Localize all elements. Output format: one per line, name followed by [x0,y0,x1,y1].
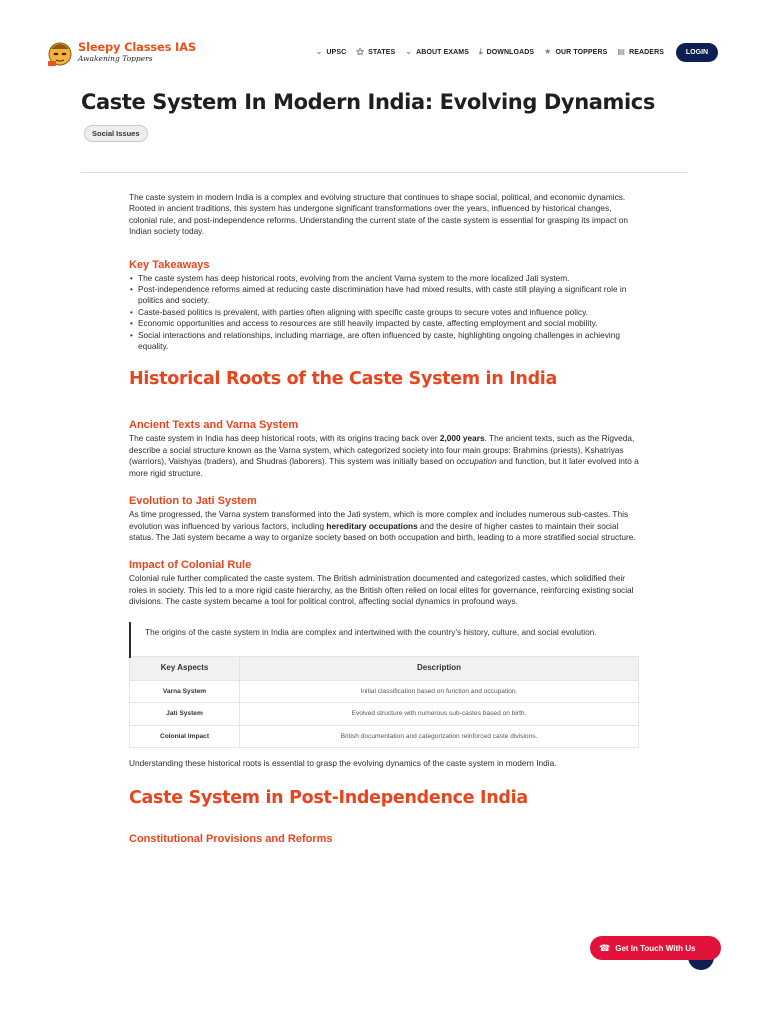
bold-text: 2,000 years [439,433,485,444]
paragraph: Understanding these historical roots is essential to grasp the evolving dynamics of the caste system in modern India. [129,758,557,769]
table-cell: Varna System [130,680,240,703]
tree-icon: ⚝ [356,47,365,56]
nav-label: STATES [368,48,396,56]
chevron-down-icon: ⌄ [315,47,323,56]
subsection-heading: Ancient Texts and Varna System [129,419,299,432]
main-nav [306,42,718,62]
quote-text: The origins of the caste system in India are complex and intertwined with the country’s history, culture, and social evolution. [145,626,597,637]
italic-text: occupation [456,456,497,467]
nav-label: ABOUT EXAMS [416,48,469,56]
divider [81,172,687,173]
logo-tagline: Awakening Toppers [78,54,153,63]
table-row [130,725,639,748]
quote-bar [129,622,131,658]
blockquote [129,622,641,642]
nav-item-upsc[interactable] [316,48,347,56]
nav-label: DOWNLOADS [486,48,535,56]
book-icon: ▤ [617,47,626,56]
nav-item-states[interactable] [356,48,395,56]
key-takeaways-heading: Key Takeaways [129,258,210,271]
table-row [130,703,639,726]
contact-label: Get In Touch With Us [615,943,696,953]
logo-name: Sleepy Classes IAS [78,39,196,54]
nav-item-downloads[interactable] [479,48,534,56]
nav-label: OUR TOPPERS [555,48,608,56]
bold-text: hereditary occupations [326,520,418,531]
star-icon: ★ [544,47,552,56]
table-header: Key Aspects [130,656,240,680]
nav-item-about-exams[interactable] [405,48,469,56]
paragraph: The caste system in India has deep historical roots, with its origins tracing back over 2,000 years. The ancient texts, such as the Rigveda, describe a social structure known as the Varna system, which categorized society into four main groups: Brahmins (priests), Kshatriyas (warriors), Vaishyas (traders), and Shudras (laborers). This system was initially based on occupation and function, but it later evolved into a more rigid structure. [129,433,639,478]
download-icon: ⤓ [478,47,483,56]
table-cell: Initial classification based on function and occupation. [240,680,639,703]
table-cell: British documentation and categorization reinforced caste divisions. [240,725,639,748]
list-item: • Post-independence reforms aimed at reducing caste discrimination have had mixed results, with caste still playing a significant role in politics and society. [129,284,641,307]
section-heading: Caste System in Post-Independence India [129,788,528,809]
list-item: • Economic opportunities and access to resources are still heavily impacted by caste, affecting employment and social mobility. [129,318,641,329]
list-item: • Social interactions and relationships, including marriage, are often influenced by caste, highlighting ongoing challenges in achieving equality. [129,330,641,353]
site-header [0,0,768,104]
subsection-heading: Constitutional Provisions and Reforms [129,833,333,846]
category-tag[interactable]: Social Issues [84,125,148,142]
list-item: • Caste-based politics is prevalent, with parties often aligning with specific caste groups to secure votes and influence policy. [129,307,641,318]
site-logo[interactable] [46,36,196,68]
paragraph: As time progressed, the Varna system transformed into the Jati system, which is more complex and includes numerous sub-castes. This evolution was influenced by various factors, including hereditary occupations and the desire of higher castes to maintain their social status. The Jati system became a way to organize society based on both occupation and birth, leading to a more stratified social structure. [129,509,636,542]
subsection-heading: Evolution to Jati System [129,495,257,508]
page-title: Caste System In Modern India: Evolving Dynamics [81,90,655,114]
get-in-touch-button[interactable] [590,936,721,960]
nav-item-readers[interactable] [617,48,664,56]
section-heading: Historical Roots of the Caste System in India [129,369,557,390]
nav-label: UPSC [326,48,347,56]
table-row [130,680,639,703]
logo-mascot-icon [46,37,74,67]
nav-label: READERS [629,48,664,56]
article-body [129,192,641,846]
table-cell: Evolved structure with numerous sub-castes based on birth. [240,703,639,726]
paragraph: Colonial rule further complicated the caste system. The British administration documented and categorized castes, which solidified their roles in society. This led to a more rigid caste hierarchy, as the British often relied on local elites for governance, reinforcing existing social divisions. The caste system became a tool for political control, affecting social dynamics in profound ways. [129,573,634,607]
subsection-heading: Impact of Colonial Rule [129,559,252,572]
aspects-table [129,656,639,749]
list-item: • The caste system has deep historical roots, evolving from the ancient Varna system to the more localized Jati system. [129,273,641,284]
nav-item-our-toppers[interactable] [544,48,607,56]
login-button[interactable]: LOGIN [676,43,718,62]
table-cell: Colonial Impact [130,725,240,748]
headset-icon: ☎ [599,942,611,953]
table-header: Description [240,656,639,680]
table-cell: Jati System [130,703,240,726]
chevron-down-icon: ⌄ [405,47,413,56]
key-takeaways-list [129,273,641,353]
intro-paragraph: The caste system in modern India is a complex and evolving structure that continues to shape social, political, and economic dynamics. Rooted in ancient traditions, this system has undergone significant transformations over the years, influenced by historical changes, colonial rule, and post-independence reforms. Understanding the current state of the caste system is essential for grasping its impact on Indian society today. [129,192,629,237]
